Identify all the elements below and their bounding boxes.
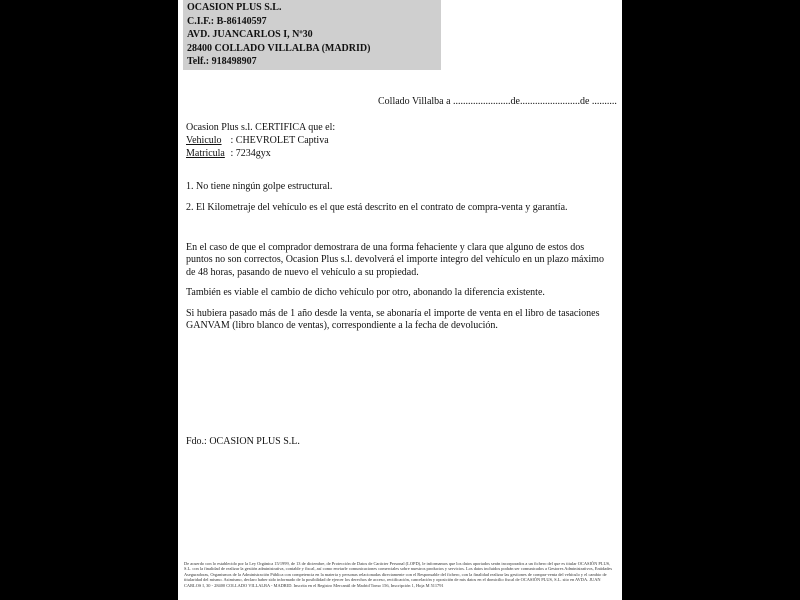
document-page: [178, 0, 622, 600]
company-header: [183, 0, 441, 70]
vehiculo-value: : CHEVROLET Captiva: [230, 135, 329, 146]
company-cif: C.I.F.: B-86140597: [187, 15, 267, 27]
place-date-line: Collado Villalba a .......................de........................de ..........: [378, 96, 617, 107]
company-name: OCASION PLUS S.L.: [187, 2, 282, 13]
company-phone: Telf.: 918498907: [187, 56, 257, 68]
company-city: 28400 COLLADO VILLALBA (MADRID): [187, 42, 371, 54]
vehiculo-field: [186, 135, 329, 146]
certifica-statement: Ocasion Plus s.l. CERTIFICA que el:: [186, 122, 336, 133]
point-1: 1. No tiene ningún golpe estructural.: [186, 181, 333, 192]
matricula-label: Matricula: [186, 148, 225, 159]
company-address: AVD. JUANCARLOS I, Nº30: [187, 29, 313, 41]
legal-footer: De acuerdo con lo establecido por la Ley Orgánica 15/1999, de 13 de diciembre, de Protección de Datos de Carácter Personal (LOPD), le informamos que los datos aportados serán incorporados a un fichero del que es titular OCASIÓN PLUS, S.L. con la finalidad de realizar la gestión administrativa, contable y fiscal, así como enviarle comunicaciones comerciales sobre nuestros productos y servicios. Los datos incluidos podrán ser comunicados a Gestores Administrativos, Entidades Aseguradoras, Organismos de la Administración Pública con competencia en la materia y personas relacionadas directamente con el Responsable del fichero, con la finalidad realizar las gestiones de compra-venta del vehículo y el cambio de titularidad del mismo. Asimismo, declaro haber sido informado de la posibilidad de ejercer los derechos de acceso, rectificación, cancelación y oposición de mis datos en el domicilio fiscal de OCASIÓN PLUS, S.L. sito en AVDA. JUAN CARLOS I, 30 - 28400 COLLADO VILLALBA - MADRID. Inscrita en el Registro Mercantil de Madrid Tomo 156, Inscripción 1, Hoja M 511791: [184, 561, 613, 588]
signature-line: Fdo.: OCASION PLUS S.L.: [186, 436, 300, 447]
point-2: 2. El Kilometraje del vehículo es el que está descrito en el contrato de compra-venta y garantía.: [186, 202, 568, 213]
refund-paragraph: En el caso de que el comprador demostrara de una forma fehaciente y clara que alguno de estos dos puntos no son correctos, Ocasion Plus s.l. devolverá el importe integro del vehículo en un plazo máximo de 48 horas, pasando de nuevo el vehículo a su propiedad.: [186, 242, 604, 278]
matricula-value: : 7234gyx: [230, 148, 271, 159]
vehiculo-label: Vehiculo: [186, 135, 222, 146]
matricula-field: [186, 148, 271, 159]
ganvam-paragraph: Si hubiera pasado más de 1 año desde la venta, se abonaría el importe de venta en el libro de tasaciones GANVAM (libro blanco de ventas), correspondiente a la fecha de devolución.: [186, 308, 600, 332]
exchange-paragraph: También es viable el cambio de dicho vehículo por otro, abonando la diferencia existente.: [186, 287, 545, 298]
